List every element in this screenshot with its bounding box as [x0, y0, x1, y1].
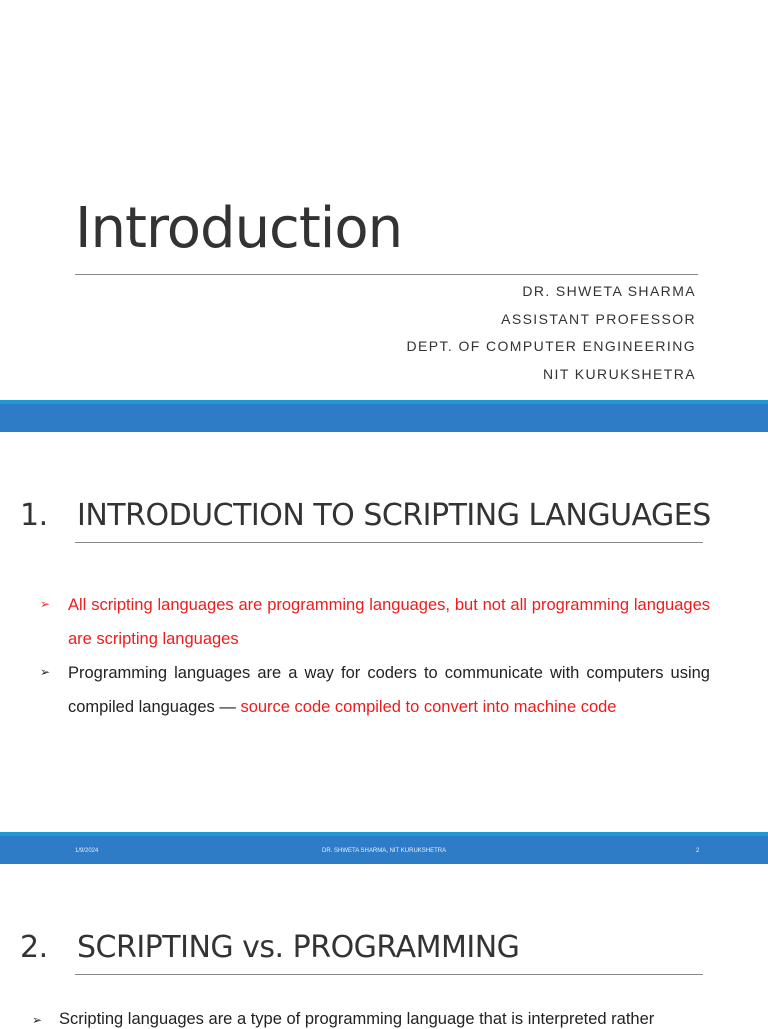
section-heading-underline — [75, 542, 703, 543]
section-heading: SCRIPTING vs. PROGRAMMING — [77, 930, 520, 965]
author-institution: NIT KURUKSHETRA — [543, 366, 696, 382]
section-heading: INTRODUCTION TO SCRIPTING LANGUAGES — [77, 498, 711, 533]
author-name: DR. SHWETA SHARMA — [522, 283, 696, 299]
bullet-text: Scripting languages are a type of programming language that is interpreted rather — [59, 1010, 655, 1028]
author-department: DEPT. OF COMPUTER ENGINEERING — [406, 338, 696, 354]
arrow-bullet-icon: ➢ — [40, 665, 51, 679]
title-underline — [75, 274, 698, 275]
arrow-bullet-icon: ➢ — [40, 597, 51, 611]
section-number: 2. — [20, 930, 48, 965]
footer-author: DR. SHWETA SHARMA, NIT KURUKSHETRA — [322, 848, 447, 854]
author-position: ASSISTANT PROFESSOR — [501, 311, 696, 327]
footer-page-number: 2 — [696, 848, 700, 854]
arrow-bullet-icon: ➢ — [32, 1013, 43, 1027]
section-number: 1. — [20, 498, 48, 533]
section-heading-underline — [75, 974, 703, 975]
bullet-text-highlight: source code compiled to convert into machine code — [240, 698, 617, 716]
bullet-text-plain: Programming languages are a way for coders to communicate with computers using compiled languages — — [68, 664, 710, 716]
bullet-text — [68, 656, 710, 724]
bullet-text: All scripting languages are programming languages, but not all programming languages are scripting languages — [68, 596, 710, 648]
footer-date: 1/9/2024 — [75, 848, 99, 854]
slide-footer — [0, 836, 768, 864]
slide-divider-band — [0, 404, 768, 432]
slide-title: Introduction — [75, 196, 403, 261]
